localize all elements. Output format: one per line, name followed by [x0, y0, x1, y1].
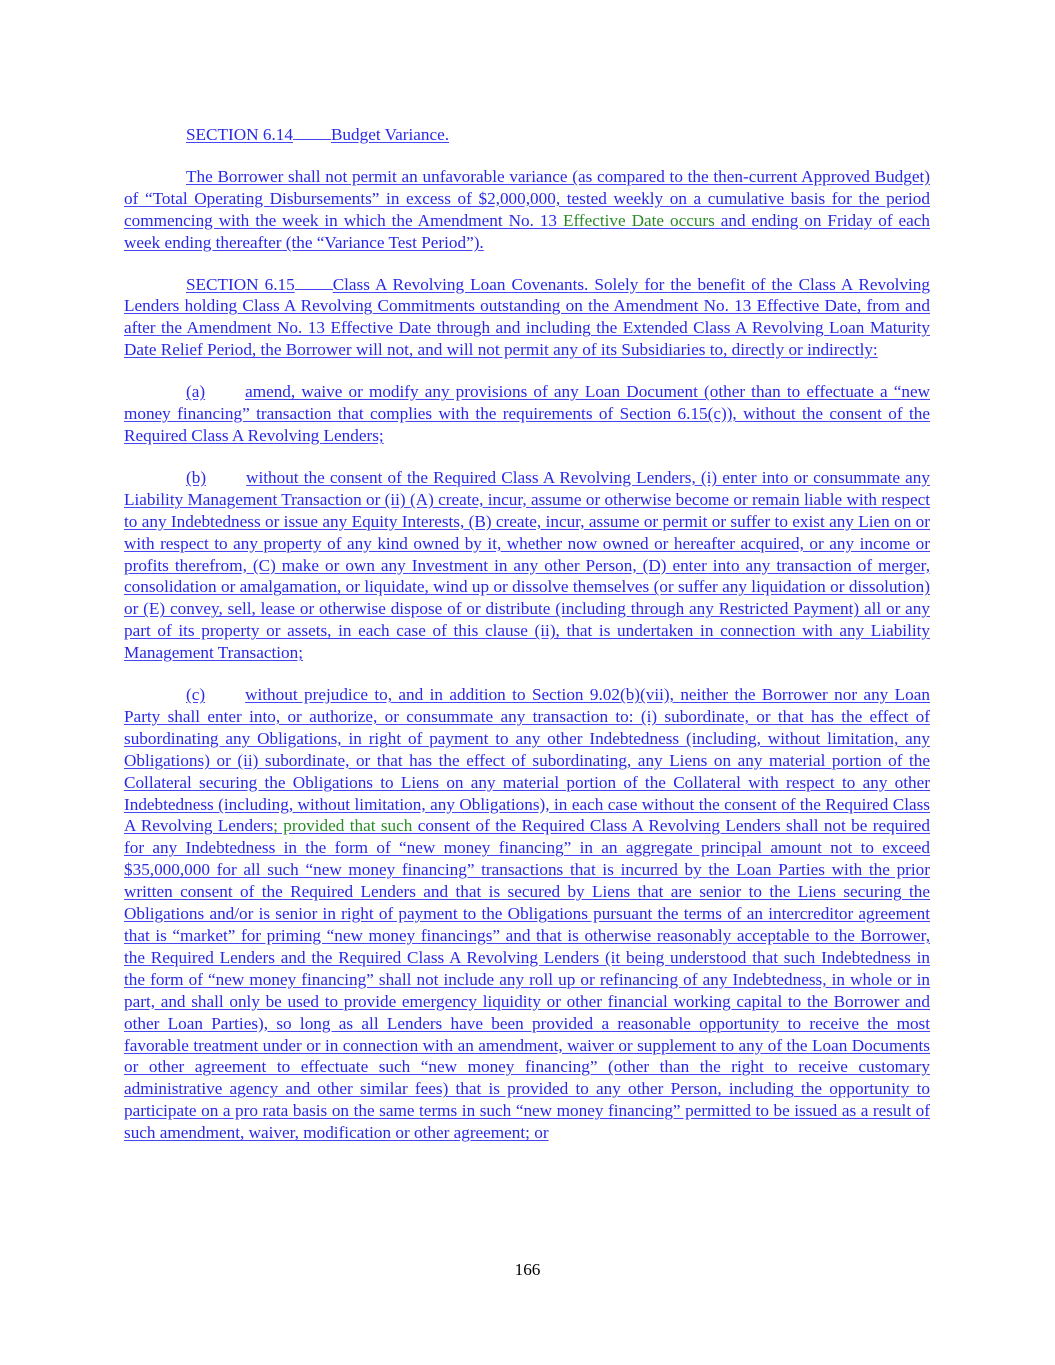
section-6-14-moved-text: Effective Date occurs: [562, 210, 715, 230]
clause-a-label: (a): [186, 382, 206, 402]
section-6-15-title: Class A Revolving Loan Covenants.: [332, 274, 589, 294]
clause-c-text: without prejudice to, and in addition to Section 9.02(b)(vii), neither the Borrower nor any Loan Party shall enter into, or authorize, or consummate any transaction to: (i) subordinate, or that has the effect of subordinating any Obligations, in right of payment to any other Indebtedness (including, without limitation, any Obligations) or (ii) subordinate, or that has the effect of subordinating, any Liens on any material portion of the Collateral securing the Obligations to Liens on any material portion of the Collateral with respect to any other Indebtedness (including, without limitation, any Obligations), in each case without the consent of the Required Class A Revolving Lenders: [124, 685, 930, 836]
heading-tab-leader: [295, 275, 333, 290]
page-number: 166: [514, 1260, 541, 1279]
document-page: [124, 124, 930, 1164]
clause-b: [124, 467, 930, 664]
clause-c-moved-text: ; provided that such: [273, 816, 413, 836]
heading-tab-leader: [293, 125, 331, 140]
section-6-14-heading: [124, 124, 930, 146]
clause-c: [124, 684, 930, 1144]
section-6-15-number: SECTION 6.15: [186, 274, 295, 294]
section-6-14-number: SECTION 6.14: [186, 125, 293, 144]
section-6-14-text-end: and ending on Friday of each week ending thereafter (the “Variance Test Period”).: [124, 210, 930, 252]
section-6-14-body: [124, 166, 930, 254]
section-6-14-text: The Borrower shall not permit an unfavorable variance (as compared to the then-current Approved Budget) of “Total Operating Disbursements” in excess of $2,000,000, tested weekly on a cumulative basis for the period commencing with the week in which the Amendment No. 13: [124, 166, 930, 230]
section-6-15-text: Solely for the benefit of the Class A Revolving Lenders holding Class A Revolving Commitments outstanding on the Amendment No. 13 Effective Date, from and after the Amendment No. 13 Effective Date through and including the Extended Class A Revolving Loan Maturity Date Relief Period, the Borrower will not, and will not permit any of its Subsidiaries to, directly or indirectly:: [124, 274, 930, 360]
clause-c-text-end: consent of the Required Class A Revolving Lenders shall not be required for any Indebtedness in the form of “new money financing” in an aggregate principal amount not to exceed $35,000,000 for all such “new money financing” transactions that is incurred by the Loan Parties with the prior written consent of the Required Lenders and that is secured by Liens that are senior to the Liens securing the Obligations and/or is senior in right of payment to the Obligations pursuant the terms of an intercreditor agreement that is “market” for priming “new money financings” and that is otherwise reasonably acceptable to the Borrower, the Required Lenders and the Required Class A Revolving Lenders (it being understood that such Indebtedness in the form of “new money financing” shall not include any roll up or refinancing of any Indebtedness, in whole or in part, and shall only be used to provide emergency liquidity or other financial working capital to the Borrower and other Loan Parties), so long as all Lenders have been provided a reasonable opportunity to receive the most favorable treatment under or in connection with an amendment, waiver or supplement to any of the Loan Documents or other agreement to effectuate such “new money financing” (other than the right to receive customary administrative agency and other similar fees) that is provided to any other Person, including the opportunity to participate on a pro rata basis on the same terms in such “new money financing” permitted to be issued as a result of such amendment, waiver, modification or other agreement; or: [124, 816, 930, 1143]
section-6-14-title: Budget Variance.: [330, 125, 449, 144]
clause-b-label: (b): [186, 467, 207, 487]
clause-a: [124, 381, 930, 447]
clause-c-label: (c): [186, 685, 206, 705]
clause-a-text: amend, waive or modify any provisions of any Loan Document (other than to effectuate a “new money financing” transaction that complies with the requirements of Section 6.15(c)), without the consent of the Required Class A Revolving Lenders;: [124, 382, 930, 445]
clause-b-text: without the consent of the Required Class A Revolving Lenders, (i) enter into or consummate any Liability Management Transaction or (ii) (A) create, incur, assume or otherwise become or remain liable with respect to any Indebtedness or issue any Equity Interests, (B) create, incur, assume or permit or suffer to exist any Lien on or with respect to any property of any kind owned by it, whether now owned or hereafter acquired, or any income or profits therefrom, (C) make or own any Investment in any other Person, (D) enter into any transaction of merger, consolidation or amalgamation, or liquidate, wind up or dissolve themselves (or suffer any liquidation or dissolution) or (E) convey, sell, lease or otherwise dispose of or distribute (including through any Restricted Payment) all or any part of its property or assets, in each case of this clause (ii), that is undertaken in connection with any Liability Management Transaction;: [124, 467, 930, 663]
section-6-15-body: [124, 274, 930, 362]
